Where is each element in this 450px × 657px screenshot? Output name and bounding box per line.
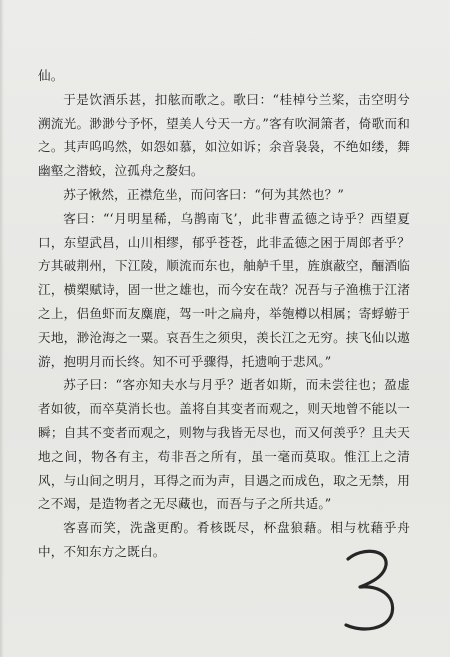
paragraph-6: 客喜而笑，洗盏更酌。肴核既尽，杯盘狼藉。相与枕藉乎舟中，不知东方之既白。 xyxy=(38,520,410,559)
scan-edge xyxy=(0,0,4,657)
body-text xyxy=(38,64,410,564)
paragraph-4: 客曰：“‘月明星稀，乌鹊南飞’，此非曹孟德之诗乎？西望夏口，东望武昌，山川相缪，郁乎苍苍，此非孟德之困于周郎者乎？方其破荆州，下江陵，顺流而东也，舳舻千里，旌旗蔽空，酾酒临江，横槊赋诗，固一世之雄也，而今安在哉？况吾与子渔樵于江渚之上，侣鱼虾而友麋鹿，驾一叶之扁舟，举匏樽以相属；寄蜉蝣于天地，渺沧海之一粟。哀吾生之须臾，羡长江之无穷。挟飞仙以遨游，抱明月而长终。知不可乎骤得，托遗响于悲风。” xyxy=(38,210,410,369)
paragraph-2: 于是饮酒乐甚，扣舷而歌之。歌曰：“桂棹兮兰桨，击空明兮溯流光。渺渺兮予怀，望美人兮天一方。”客有吹洞箫者，倚歌而和之。其声呜呜然，如怨如慕，如泣如诉；余音袅袅，不绝如缕，舞幽壑之潜蛟，泣孤舟之嫠妇。 xyxy=(38,91,410,179)
handwritten-page-mark xyxy=(334,545,404,635)
paragraph-1: 仙。 xyxy=(38,68,64,83)
paragraph-3: 苏子愀然，正襟危坐，而问客曰：“何为其然也？” xyxy=(63,186,344,202)
paragraph-5: 苏子曰：“客亦知夫水与月乎？逝者如斯，而未尝往也；盈虚者如彼，而卒莫消长也。盖将自其变者而观之，则天地曾不能以一瞬；自其不变者而观之，则物与我皆无尽也，而又何羡乎？且夫天地之间，物各有主，苟非吾之所有，虽一毫而莫取。惟江上之清风，与山间之明月，耳得之而为声，目遇之而成色，取之无禁，用之不竭，是造物者之无尽藏也，而吾与子之所共适。” xyxy=(38,377,410,512)
handwritten-three-glyph xyxy=(334,545,404,635)
